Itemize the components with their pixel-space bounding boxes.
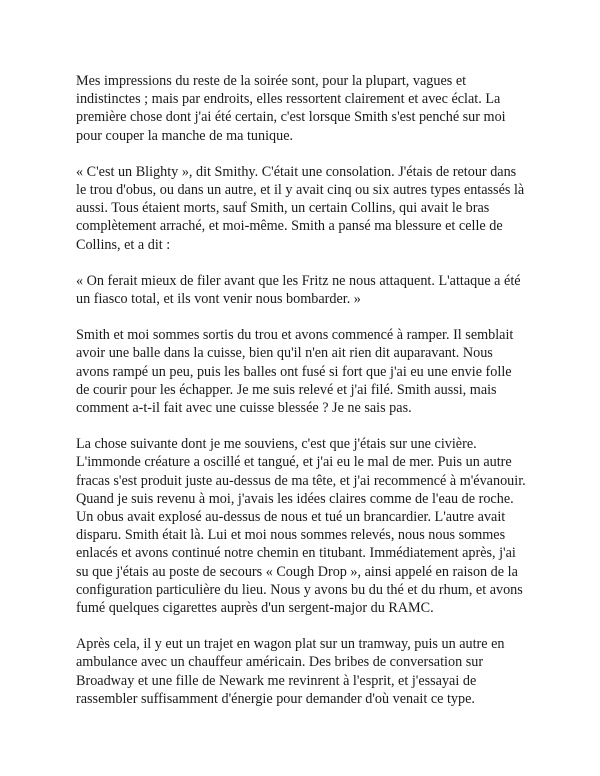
paragraph-1: Mes impressions du reste de la soirée sont, pour la plupart, vagues et indistinctes ; mais par endroits, elles ressortent clairement et avec éclat. La première chose dont j'ai été certain, c'est lorsque Smith s'est penché sur moi pour couper la manche de ma tunique. [76,73,506,144]
paragraph-5: La chose suivante dont je me souviens, c'est que j'étais sur une civière. L'immonde créature a oscillé et tangué, et j'ai eu le mal de mer. Puis un autre fracas s'est produit juste au-dessus de ma tête, et j'ai recommencé à m'évanouir. Quand je suis revenu à moi, j'avais les idées claires comme de l'eau de roche. Un obus avait explosé au-dessus de nous et tué un brancardier. L'autre avait disparu. Smith était là. Lui et moi nous sommes relevés, nous nous sommes enlacés et avons continué notre chemin en titubant. Immédiatement après, j'ai su que j'étais au poste de secours « Cough Drop », ainsi appelé en raison de la configuration particulière du lieu. Nous y avons bu du thé et du rhum, et avons fumé quelques cigarettes auprès d'un sergent-major du RAMC. [76,436,526,617]
document-page [76,72,528,726]
paragraph-6: Après cela, il y eut un trajet en wagon plat sur un tramway, puis un autre en ambulance avec un chauffeur américain. Des bribes de conversation sur Broadway et une fille de Newark me revinrent à l'esprit, et j'essayai de rassembler suffisamment d'énergie pour demander d'où venait ce type. [76,636,505,707]
paragraph-4: Smith et moi sommes sortis du trou et avons commencé à ramper. Il semblait avoir une balle dans la cuisse, bien qu'il n'en ait rien dit auparavant. Nous avons rampé un peu, puis les balles ont fusé si fort que j'ai eu une envie folle de courir pour les échapper. Je me suis relevé et j'ai filé. Smith aussi, mais comment a-t-il fait avec une cuisse blessée ? Je ne sais pas. [76,327,514,417]
paragraph-2: « C'est un Blighty », dit Smithy. C'était une consolation. J'étais de retour dans le trou d'obus, ou dans un autre, et il y avait cinq ou six autres types entassés là aussi. Tous étaient morts, sauf Smith, un certain Collins, qui avait le bras complètement arraché, et moi-même. Smith a pansé ma blessure et celle de Collins, et a dit : [76,163,525,253]
paragraph-3: « On ferait mieux de filer avant que les Fritz ne nous attaquent. L'attaque a été un fiasco total, et ils vont venir nous bombarder. » [76,272,521,308]
